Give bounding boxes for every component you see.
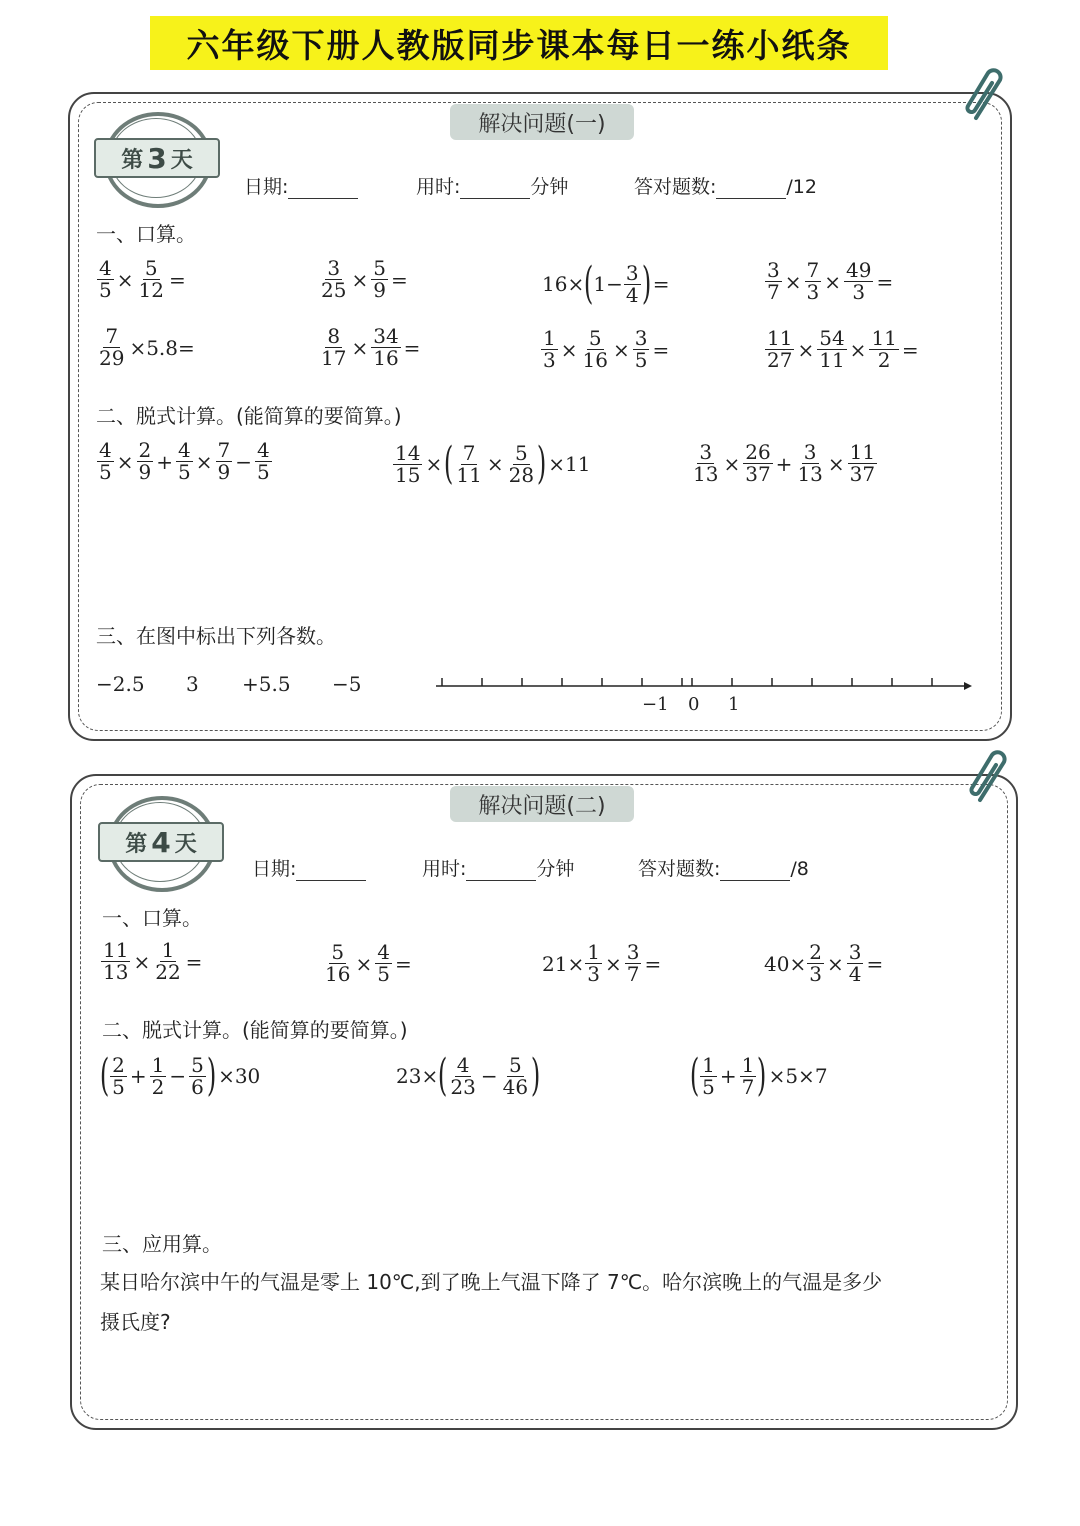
problem: ( $\frac{1}{5}$ + $\frac{1}{7}$ ) ×5×7: [689, 1050, 828, 1101]
axis-label: 1: [728, 694, 740, 715]
problem: 40× $\frac{2}{3}$ × $\frac{3}{4}$ =: [764, 940, 884, 986]
problem: $\frac{5}{16}$ × $\frac{4}{5}$ =: [325, 940, 412, 986]
problem: $\frac{3}{25}$ × $\frac{5}{9}$ =: [321, 256, 408, 302]
problem: $\frac{4}{5}$ × $\frac{5}{12}$ =: [99, 256, 186, 302]
problem: $\frac{4}{5}$ × $\frac{2}{9}$ + $\frac{4}{5}$ × $\frac{7}{9}$ − $\frac{4}{5}$: [99, 438, 270, 484]
problem: $\frac{8}{17}$ × $\frac{34}{16}$ =: [321, 324, 421, 370]
axis-label: −1: [642, 694, 669, 715]
problem: $\frac{1}{3}$ × $\frac{5}{16}$ × $\frac{3}{5}$ =: [543, 326, 670, 372]
word-problem-text: 某日哈尔滨中午的气温是零上 10℃,到了晚上气温下降了 7℃。哈尔滨晚上的气温是多少 摄氏度?: [100, 1270, 883, 1334]
problem: 21× $\frac{1}{3}$ × $\frac{3}{7}$ =: [542, 940, 662, 986]
problem: $\frac{7}{29}$ ×5.8=: [99, 324, 195, 370]
date-field: 日期:: [244, 172, 358, 199]
score-field: 答对题数: /8: [638, 858, 809, 880]
topic-badge: 解决问题(一): [450, 104, 634, 140]
number-to-mark: −5: [332, 672, 362, 696]
number-to-mark: −2.5: [96, 672, 145, 696]
date-field: 日期:: [252, 854, 366, 881]
time-field: 用时: 分钟: [422, 858, 575, 880]
score-field: 答对题数: /12: [634, 176, 817, 198]
problem: 16× ( 1− $\frac{3}{4}$ ) =: [542, 258, 670, 309]
section-word-problem: 三、应用算。: [102, 1232, 222, 1256]
problem: $\frac{14}{15}$ × ( $\frac{7}{11}$ × $\frac{5}{28}$ ) ×11: [395, 438, 591, 489]
page-title: 六年级下册人教版同步课本每日一练小纸条: [186, 25, 852, 65]
problem: 23× ( $\frac{4}{23}$ − $\frac{5}{46}$ ): [396, 1050, 541, 1101]
problem: $\frac{11}{27}$ × $\frac{54}{11}$ × $\frac{11}{2}$ =: [767, 326, 919, 372]
section-oral-calc: 一、口算。: [102, 906, 202, 930]
number-to-mark: +5.5: [242, 672, 291, 696]
header-banner: [150, 16, 888, 70]
section-oral-calc: 一、口算。: [96, 222, 196, 246]
problem: $\frac{3}{7}$ × $\frac{7}{3}$ × $\frac{49}{3}$ =: [767, 258, 894, 304]
number-to-mark: 3: [186, 672, 199, 696]
axis-label: 0: [688, 694, 700, 715]
paperclip-icon: [966, 748, 1016, 808]
topic-badge: 解决问题(二): [450, 786, 634, 822]
section-step-calc: 二、脱式计算。(能简算的要简算。): [96, 404, 402, 428]
section-number-line: 三、在图中标出下列各数。: [96, 624, 336, 648]
problem: $\frac{11}{13}$ × $\frac{1}{22}$ =: [103, 938, 203, 984]
problem: ( $\frac{2}{5}$ + $\frac{1}{2}$ − $\frac{5}{6}$ ) ×30: [99, 1050, 261, 1101]
time-field: 用时: 分钟: [416, 176, 569, 198]
day-stamp: 第 4 天: [104, 796, 214, 886]
number-line: [436, 672, 972, 702]
paperclip-icon: [962, 66, 1012, 126]
section-step-calc: 二、脱式计算。(能简算的要简算。): [102, 1018, 408, 1042]
problem: $\frac{3}{13}$ × $\frac{26}{37}$ + $\frac{3}{13}$ × $\frac{11}{37}$: [693, 440, 876, 486]
day-stamp: 第 3 天: [100, 112, 210, 202]
